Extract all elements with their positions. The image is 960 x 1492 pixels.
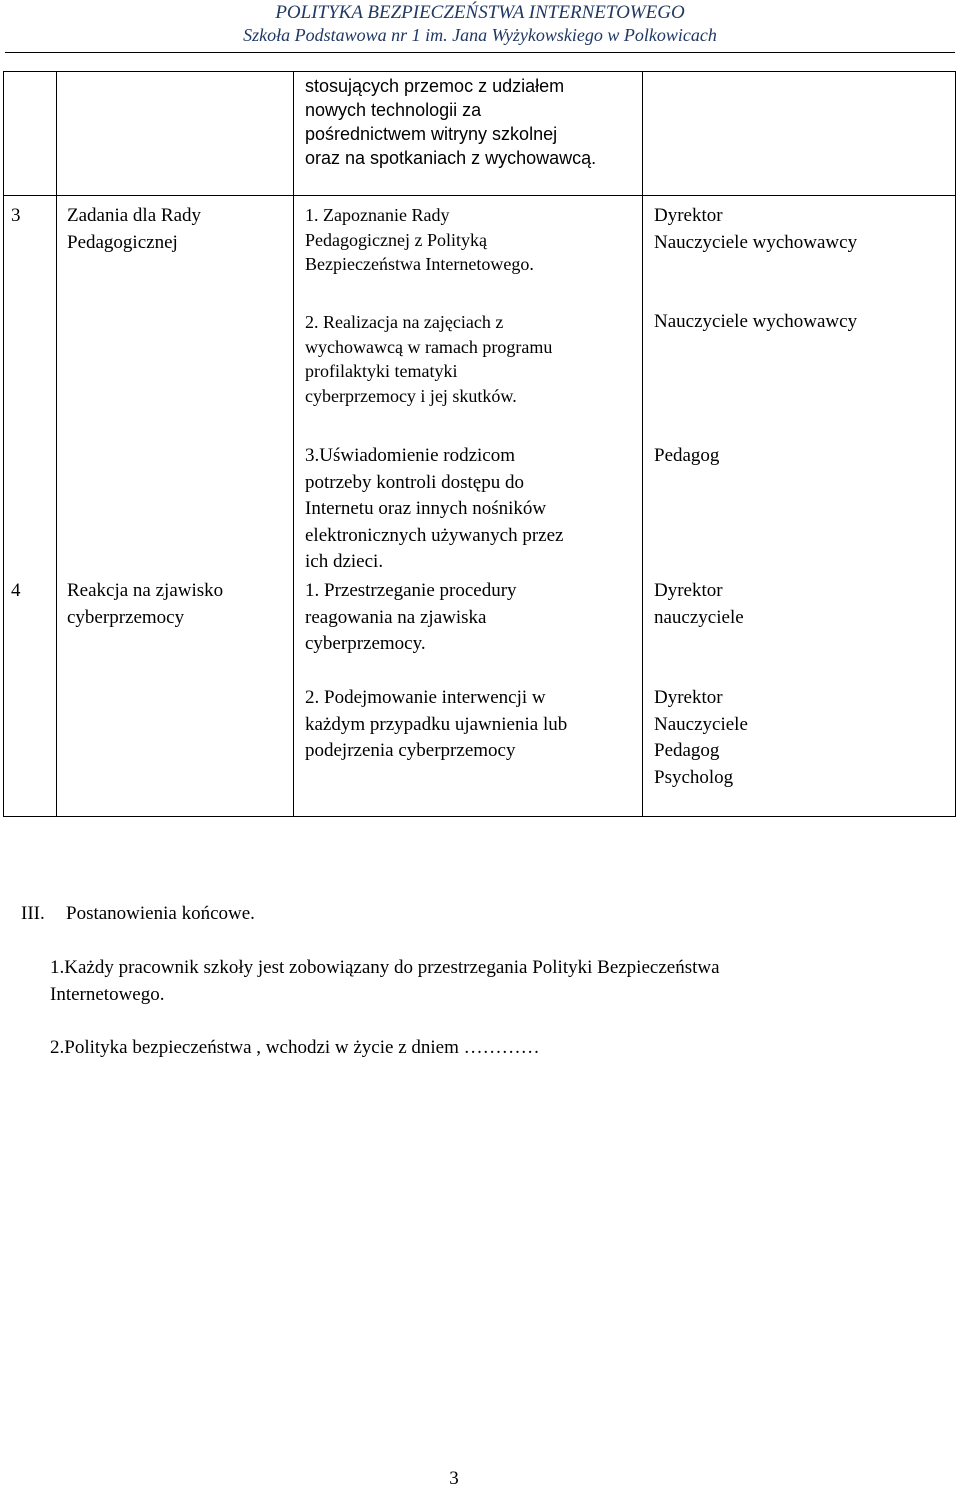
document-title: POLITYKA BEZPIECZEŃSTWA INTERNETOWEGO: [275, 2, 685, 23]
row-number: 3: [11, 205, 21, 226]
column-divider: [56, 71, 57, 817]
responsible-persons: Dyrektor nauczyciele: [654, 580, 744, 628]
action-item: 2. Podejmowanie interwencji w każdym przypadku ujawnienia lub podejrzenia cyberprzemocy: [305, 687, 568, 761]
row-number: 4: [11, 580, 21, 601]
task-name: Reakcja na zjawisko cyberprzemocy: [67, 580, 224, 628]
responsible-persons: Dyrektor Nauczyciele wychowawcy: [654, 205, 858, 253]
section-title: Postanowienia końcowe.: [66, 903, 255, 924]
page-number: 3: [449, 1468, 459, 1489]
task-name: Zadania dla Rady Pedagogicznej: [67, 205, 202, 253]
action-item: 3.Uświadomienie rodzicom potrzeby kontroli dostępu do Internetu oraz innych nośników elektronicznych używanych przez ich dzieci.: [305, 445, 564, 572]
responsible-persons: Dyrektor Nauczyciele Pedagog Psycholog: [654, 687, 748, 788]
provision-item: 1.Każdy pracownik szkoły jest zobowiązany do przestrzegania Polityki Bezpieczeństwa Internetowego.: [50, 957, 720, 1005]
column-divider: [293, 71, 294, 817]
continuation-text: stosujących przemoc z udziałem nowych technologii za pośrednictwem witryny szkolnej oraz na spotkaniach z wychowawcą.: [305, 76, 597, 168]
action-item: 1. Przestrzeganie procedury reagowania na zjawiska cyberprzemocy.: [305, 580, 517, 654]
header-divider: [5, 52, 955, 53]
action-item: 2. Realizacja na zajęciach z wychowawcą w ramach programu profilaktyki tematyki cyberprzemocy i jej skutków.: [305, 312, 553, 406]
responsible-persons: Pedagog: [654, 445, 720, 466]
section-numeral: III.: [21, 903, 45, 924]
responsible-persons: Nauczyciele wychowawcy: [654, 311, 858, 332]
action-item: 1. Zapoznanie Rady Pedagogicznej z Polityką Bezpieczeństwa Internetowego.: [305, 205, 534, 274]
provision-item: 2.Polityka bezpieczeństwa , wchodzi w życie z dniem …………: [50, 1037, 545, 1058]
school-name: Szkoła Podstawowa nr 1 im. Jana Wyżykowskiego w Polkowicach: [243, 25, 717, 45]
column-divider: [642, 71, 643, 817]
row-divider: [3, 195, 956, 196]
